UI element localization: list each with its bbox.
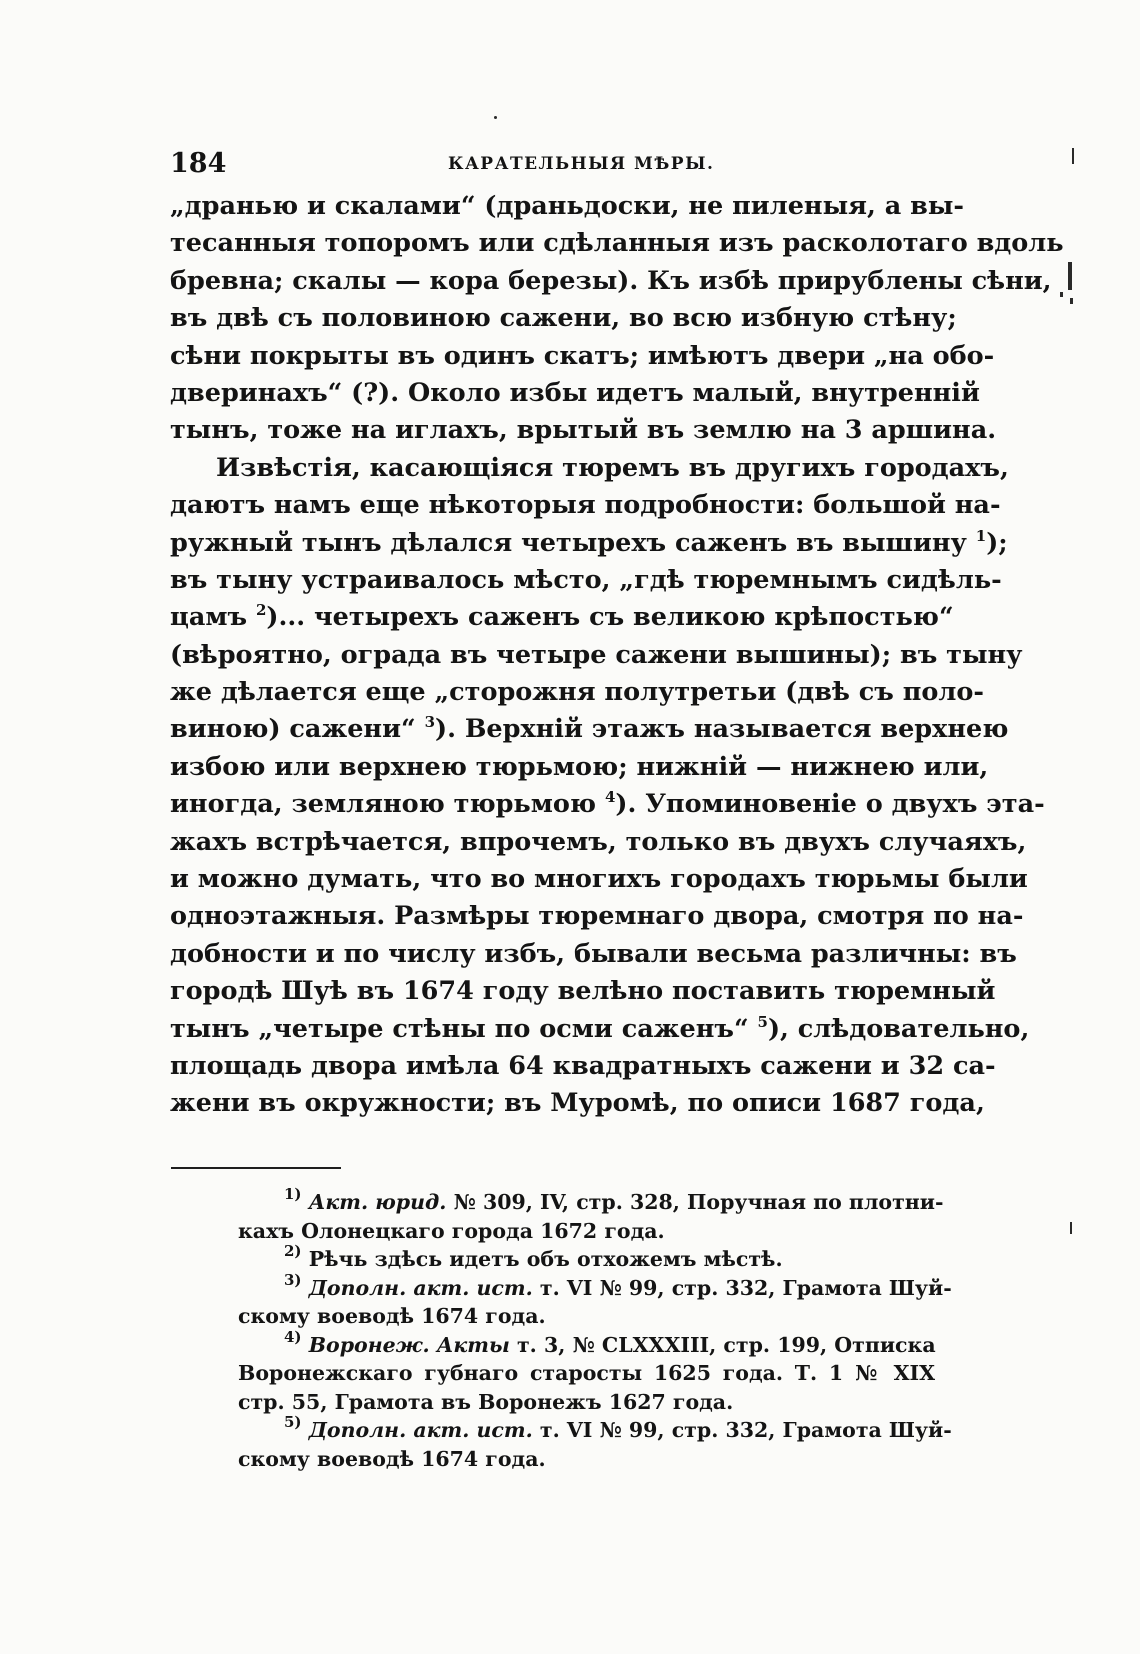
footnote <box>238 1270 952 1331</box>
text-span: виною) сажени“ <box>170 714 416 745</box>
text-line: сѣни покрыты въ одинъ скатъ; имѣютъ двери „на обо- <box>170 340 995 371</box>
footnote-line <box>238 1327 936 1360</box>
footnote-mark: 2) <box>284 1242 302 1260</box>
footnote-line <box>238 1413 952 1445</box>
footnote-ref: 3 <box>424 713 435 732</box>
text-line: даютъ намъ еще нѣкоторыя подробности: большой на- <box>170 490 1001 521</box>
text-line: Извѣстія, касающіяся тюремъ въ другихъ городахъ, <box>216 452 1009 483</box>
footnote-source: Дополн. акт. ист. <box>308 1418 533 1442</box>
footnote <box>238 1413 952 1473</box>
footnote-text: № 309, IV, стр. 328, Поручная по плотни- <box>453 1190 944 1214</box>
footnote-mark: 3) <box>284 1270 302 1289</box>
footnote-line: стр. 55, Грамота въ Воронежъ 1627 года. <box>238 1389 734 1414</box>
footnote-source: Воронеж. Акты <box>308 1332 510 1357</box>
text-span: иногда, земляною тюрьмою <box>170 789 597 820</box>
text-line: жахъ встрѣчается, впрочемъ, только въ двухъ случаяхъ, <box>170 826 1027 857</box>
text-span: ружный тынъ дѣлался четырехъ саженъ въ вышину <box>170 527 967 558</box>
text-line: и можно думать, что во многихъ городахъ тюрьмы были <box>170 864 1028 895</box>
footnote-line <box>238 1242 935 1274</box>
text-line: площадь двора имѣла 64 квадратныхъ сажени и 32 са- <box>170 1050 996 1081</box>
scan-edge-mark <box>1070 298 1073 304</box>
scan-edge-mark <box>1060 292 1063 297</box>
footnote-line: Воронежскаго губнаго старосты 1625 года. Т. 1 № XIX <box>238 1361 935 1385</box>
scan-edge-mark <box>1070 1222 1072 1234</box>
body-text <box>170 188 1064 1123</box>
footnote-mark: 4) <box>284 1327 302 1346</box>
text-span: . Верхній этажъ называется верхнею <box>447 714 1009 745</box>
running-title: КАРАТЕЛЬНЫЯ МѢРЫ. <box>448 154 715 174</box>
footnote-line <box>238 1185 944 1217</box>
text-line: тесанныя топоромъ или сдѣланныя изъ расколотаго вдоль <box>170 228 1064 259</box>
footnote <box>238 1327 936 1417</box>
footnote-ref: 4 <box>604 788 616 807</box>
footnote-text: т. VI № 99, стр. 332, Грамота Шуй- <box>539 1418 952 1442</box>
text-span: . Упоминовеніе о двухъ эта- <box>627 789 1045 820</box>
footnote-text: т. VI № 99, стр. 332, Грамота Шуй- <box>539 1275 952 1300</box>
scan-edge-mark <box>1072 148 1074 164</box>
text-line: бревна; скалы — кора березы). Къ избѣ прирублены сѣни, <box>170 265 1052 296</box>
footnote-ref: 1 <box>975 526 987 545</box>
footnote-line: скому воеводѣ 1674 года. <box>238 1446 546 1471</box>
footnote-mark: 1) <box>284 1185 302 1203</box>
footnote-line: скому воеводѣ 1674 года. <box>238 1304 546 1328</box>
text-line: (вѣроятно, ограда въ четыре сажени вышины); въ тыну <box>170 639 1023 670</box>
text-line: „дранью и скалами“ (драньдоски, не пиленыя, а вы- <box>170 191 965 221</box>
footnote <box>238 1242 935 1274</box>
text-line: же дѣлается еще „сторожня полутретьи (двѣ съ поло- <box>170 677 984 708</box>
scan-edge-mark <box>1068 262 1072 290</box>
footnote <box>238 1185 944 1245</box>
text-line: жени въ окружности; въ Муромѣ, по описи 1687 года, <box>170 1088 985 1119</box>
text-span: ), слѣдовательно, <box>767 1013 1030 1044</box>
text-line: одноэтажныя. Размѣры тюремнаго двора, смотря по на- <box>170 901 1024 932</box>
text-line: тынъ, тоже на иглахъ, врытый въ землю на 3 аршина. <box>170 415 997 446</box>
footnote-text: Рѣчь здѣсь идетъ объ отхожемъ мѣстѣ. <box>308 1247 783 1271</box>
page-number: 184 <box>170 148 227 179</box>
text-span: цамъ <box>170 602 248 633</box>
footnote-ref: 5 <box>757 1012 768 1031</box>
text-line: виною) сажени“ $^3$). Верхній этажъ называется верхнею <box>170 713 1009 745</box>
text-line: иногда, земляною тюрьмою $^4$). Упоминовеніе о двухъ эта- <box>170 788 1045 820</box>
footnote-line: кахъ Олонецкаго города 1672 года. <box>238 1218 665 1243</box>
text-line <box>170 1011 1030 1048</box>
footnote-source: Акт. юрид. <box>308 1190 447 1214</box>
text-span: ... четырехъ саженъ съ великою крѣпостью“ <box>278 602 954 633</box>
text-line: дверинахъ“ (?). Около избы идетъ малый, внутренній <box>170 377 980 408</box>
footnote-source: Дополн. акт. ист. <box>308 1275 533 1300</box>
text-line: въ тыну устраивалось мѣсто, „гдѣ тюремнымъ сидѣль- <box>170 564 1002 595</box>
footnote-mark: 5) <box>284 1413 302 1431</box>
text-line: въ двѣ съ половиною сажени, во всю избную стѣну; <box>170 303 957 334</box>
page-header <box>170 148 940 188</box>
footnote-text: т. 3, № CLXXXIII, стр. 199, Отписка <box>516 1332 936 1357</box>
text-span: тынъ „четыре стѣны по осми саженъ“ <box>170 1013 749 1044</box>
text-line: избою или верхнею тюрьмою; нижній — нижнею или, <box>170 751 989 782</box>
footnote-line <box>238 1270 952 1303</box>
text-line: городѣ Шуѣ въ 1674 году велѣно поставить тюремный <box>170 976 996 1007</box>
footnotes <box>238 1185 952 1473</box>
text-line: ружный тынъ дѣлался четырехъ саженъ въ вышину $^1$); <box>170 526 1008 558</box>
footnote-divider <box>171 1167 341 1169</box>
scan-dot <box>494 116 497 119</box>
text-line: цамъ $^2$)... четырехъ саженъ съ великою крѣпостью“ <box>170 601 954 633</box>
footnote-ref: 2 <box>255 601 267 620</box>
text-line: добности и по числу избъ, бывали весьма различны: въ <box>170 938 1017 969</box>
